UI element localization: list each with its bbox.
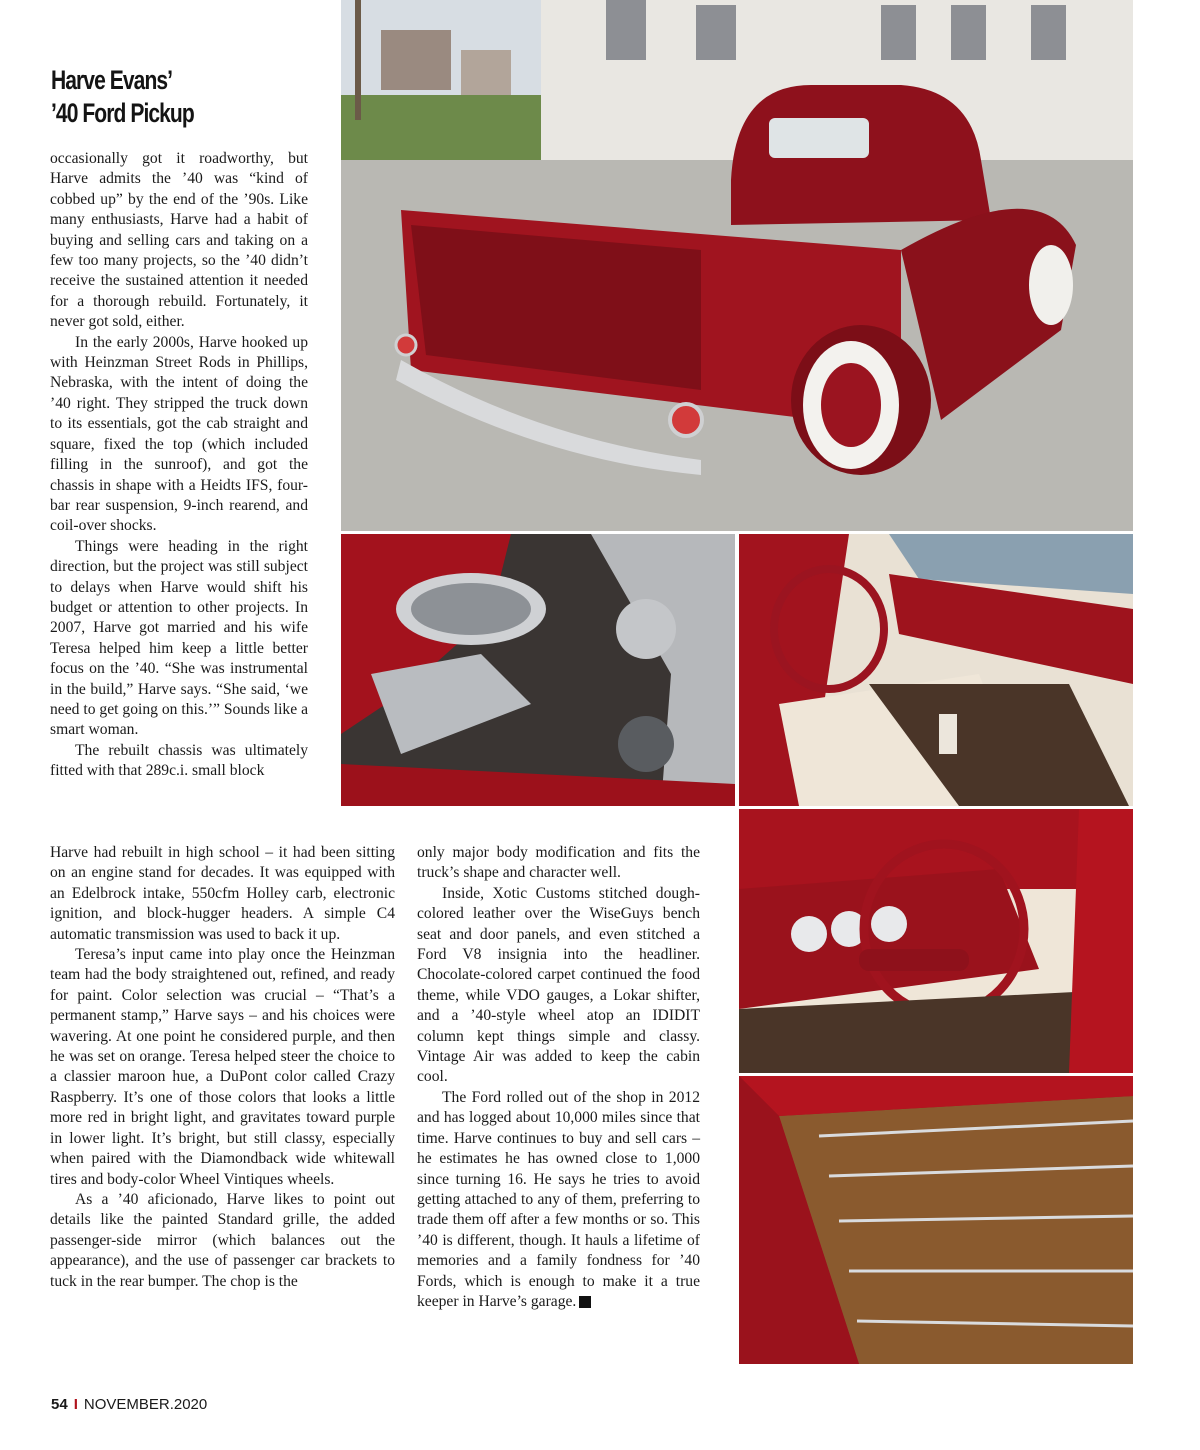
photo-engine-bay [341, 534, 735, 806]
photo-wood-bed [739, 1076, 1133, 1364]
text-column-left-upper [50, 149, 308, 782]
paragraph: As a ’40 aficionado, Harve likes to point out details like the painted Standard grille, the added passenger-side mirror (which balances out the appearance), and the use of passenger car brackets to tuck in the rear bumper. The chop is the [50, 1190, 395, 1290]
text-column-left-lower [50, 843, 395, 1292]
paragraph: Things were heading in the right direction, but the project was still subject to delays when Harve would shift his budget or attention to other projects. In 2007, Harve got married and his wife Teresa helped him keep a little better focus on the ’40. “She was instrumental in the build,” Harve says. “She said, ‘we need to get going on this.’” Sounds like a smart woman. [50, 537, 308, 739]
headline-line-2: ’40 Ford Pickup [51, 98, 194, 128]
headline-line-1: Harve Evans’ [51, 65, 173, 95]
paragraph: Inside, Xotic Customs stitched dough-colored leather over the WiseGuys bench seat and door panels, and even stitched a Ford V8 insignia into the headliner. Chocolate-colored carpet continued the food theme, while VDO gauges, a Lokar shifter, and a ’40-style wheel atop an IDIDIT column kept things simple and classy. Vintage Air was added to keep the cabin cool. [417, 884, 700, 1086]
end-mark-icon: GG [579, 1296, 591, 1308]
page-number: 54 [51, 1396, 68, 1413]
photo-interior-bench-seat [739, 534, 1133, 806]
paragraph: Teresa’s input came into play once the Heinzman team had the body straightened out, refined, and ready for paint. Color selection was crucial – “That’s a permanent stamp,” Harve says – and his choices were wavering. At one point he considered purple, and then he was set on orange. Teresa helped steer the choice to a classier maroon hue, a DuPont color called Crazy Raspberry. It’s one of those colors that looks a little more red in bright light, and gravitates toward purple in lower light. It’s bright, but still classy, especially when paired with the Diamondback wide whitewall tires and body-color Wheel Vintiques wheels. [50, 946, 395, 1188]
paragraph-text: The Ford rolled out of the shop in 2012 and has logged about 10,000 miles since that time. Harve continues to buy and sell cars – he estimates he has owned close to 1,000 since turning 16. He says he tries to avoid getting attached to any of them, preferring to trade them off after a few months or so. This ’40 is different, though. It hauls a lifetime of memories and a family fondness for ’40 Fords, which is enough to make it a true keeper in Harve’s garage. [417, 1088, 700, 1310]
page-folio [51, 1396, 207, 1413]
photo-dash-steering-wheel [739, 809, 1133, 1073]
paragraph: In the early 2000s, Harve hooked up with Heinzman Street Rods in Phillips, Nebraska, with the intent of doing the ’40 right. They stripped the truck down to its essentials, got the cab straight and square, fixed the top (which included filling in the sunroof), and got the chassis in shape with a Heidts IFS, four-bar rear suspension, 9-inch rearend, and coil-over shocks. [50, 333, 308, 535]
article-headline [51, 64, 269, 130]
paragraph: The rebuilt chassis was ultimately fitted with that 289c.i. small block [50, 741, 308, 780]
paragraph: only major body modification and fits the truck’s shape and character well. [417, 844, 700, 882]
issue-date: NOVEMBER.2020 [83, 1396, 208, 1413]
photo-truck-rear-three-quarter [341, 0, 1133, 531]
text-column-middle [417, 843, 700, 1312]
paragraph: Harve had rebuilt in high school – it had been sitting on an engine stand for decades. It was equipped with an Edelbrock intake, 550cfm Holley carb, electronic ignition, and block-hugger headers. A simple C4 automatic transmission was used to back it up. [50, 844, 395, 943]
folio-separator: I [73, 1396, 78, 1413]
paragraph: occasionally got it roadworthy, but Harve admits the ’40 was “kind of cobbed up” by the end of the ’90s. Like many enthusiasts, Harve had a habit of buying and selling cars and taking on a few too many projects, so the ’40 didn’t receive the sustained attention it needed for a thorough rebuild. Fortunately, it never got sold, either. [50, 150, 308, 331]
paragraph [417, 1088, 700, 1312]
